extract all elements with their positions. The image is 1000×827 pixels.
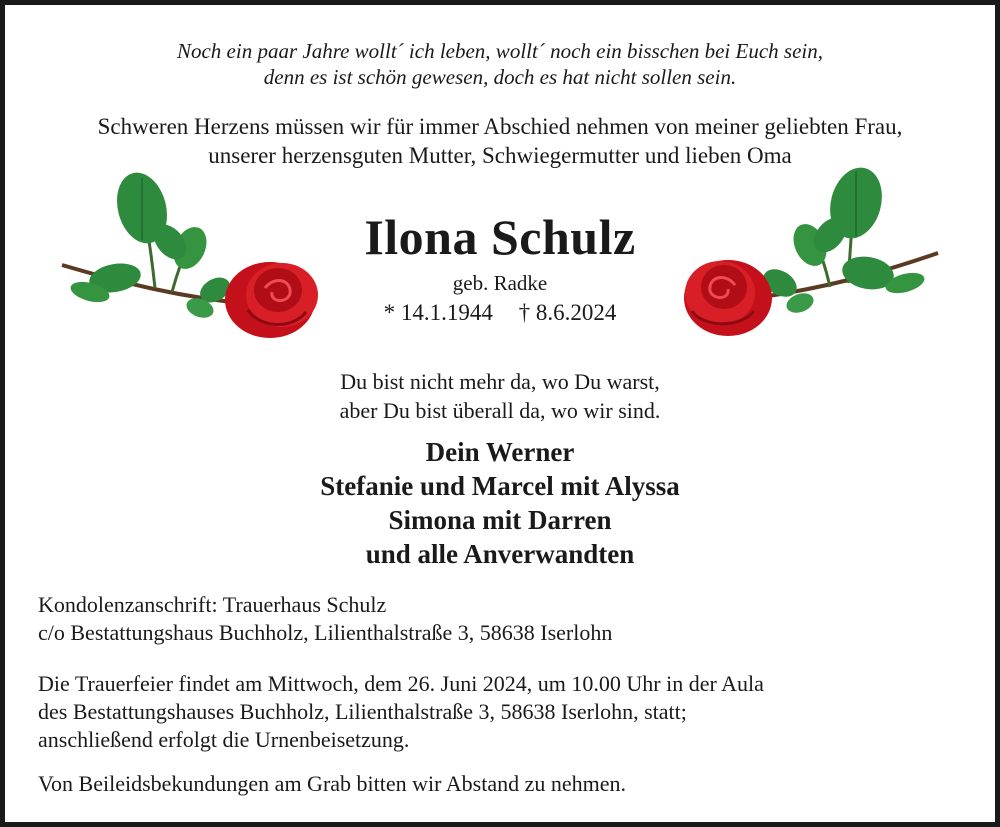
ceremony-line: Die Trauerfeier findet am Mittwoch, dem 26. Juni 2024, um 10.00 Uhr in der Aula <box>38 671 764 696</box>
mourners-list <box>0 435 1000 571</box>
condolence-line: Kondolenzanschrift: Trauerhaus Schulz <box>38 592 387 617</box>
mourner: Stefanie und Marcel mit Alyssa <box>320 471 680 501</box>
ceremony-line: des Bestattungshauses Buchholz, Lilienthalstraße 3, 58638 Iserlohn, statt; <box>38 699 687 724</box>
intro-line: Schweren Herzens müssen wir für immer Abschied nehmen von meiner geliebten Frau, <box>97 114 903 139</box>
condolence-address <box>38 591 968 647</box>
verse <box>0 367 1000 425</box>
motto-poem <box>0 38 1000 90</box>
ceremony-info <box>38 670 968 754</box>
ceremony-line: anschließend erfolgt die Urnenbeisetzung. <box>38 727 410 752</box>
mourner: Simona mit Darren <box>388 505 612 535</box>
motto-line: denn es ist schön gewesen, doch es hat nicht sollen sein. <box>263 65 737 89</box>
verse-line: aber Du bist überall da, wo wir sind. <box>339 398 661 423</box>
birth-date: * 14.1.1944 <box>383 300 493 325</box>
motto-line: Noch ein paar Jahre wollt´ ich leben, wollt´ noch ein bisschen bei Euch sein, <box>176 39 823 63</box>
death-date: † 8.6.2024 <box>518 300 617 325</box>
intro-text <box>0 112 1000 170</box>
maiden-name: geb. Radke <box>452 271 548 295</box>
closing-note: Von Beileidsbekundungen am Grab bitten wir Abstand zu nehmen. <box>38 771 626 796</box>
deceased-name: Ilona Schulz <box>364 209 636 265</box>
intro-line: unserer herzensguten Mutter, Schwiegermutter und lieben Oma <box>208 143 792 168</box>
condolence-line: c/o Bestattungshaus Buchholz, Lilienthalstraße 3, 58638 Iserlohn <box>38 620 613 645</box>
life-dates <box>0 299 1000 327</box>
mourner: Dein Werner <box>425 437 575 467</box>
mourner: und alle Anverwandten <box>365 539 635 569</box>
verse-line: Du bist nicht mehr da, wo Du warst, <box>340 369 660 394</box>
